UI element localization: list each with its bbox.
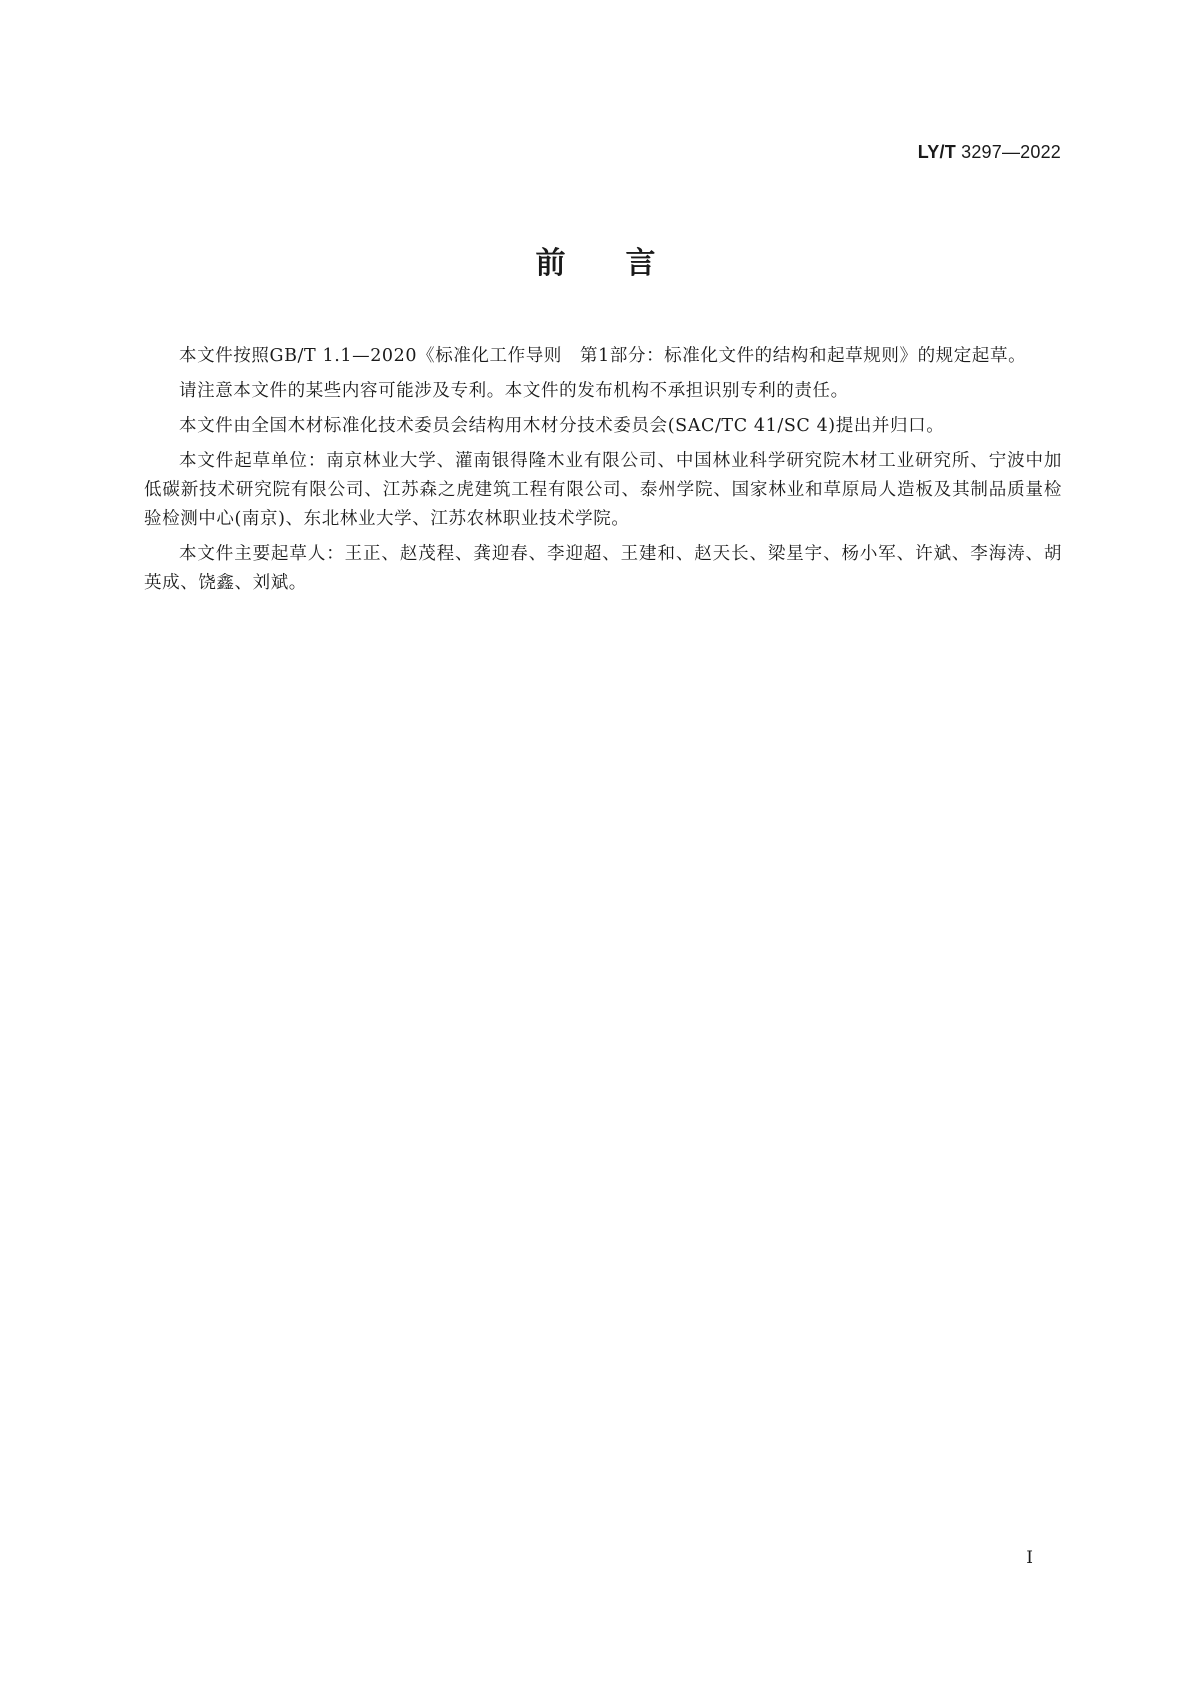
standard-code-prefix: LY/T xyxy=(917,142,956,162)
paragraph-drafters: 本文件主要起草人：王正、赵茂程、龚迎春、李迎超、王建和、赵天长、梁星宇、杨小军、许斌、李海涛、胡英成、饶鑫、刘斌。 xyxy=(144,544,1062,593)
paragraph-drafting-units: 本文件起草单位：南京林业大学、灌南银得隆木业有限公司、中国林业科学研究院木材工业研究所、宁波中加低碳新技术研究院有限公司、江苏森之虎建筑工程有限公司、泰州学院、国家林业和草原局人造板及其制品质量检验检测中心(南京)、东北林业大学、江苏农林职业技术学院。 xyxy=(144,451,1062,529)
page-number: I xyxy=(1026,1548,1033,1568)
standard-code xyxy=(918,142,1061,163)
paragraph-proposer: 本文件由全国木材标准化技术委员会结构用木材分技术委员会(SAC/TC 41/SC 4)提出并归口。 xyxy=(179,416,945,436)
paragraph-patent-notice: 请注意本文件的某些内容可能涉及专利。本文件的发布机构不承担识别专利的责任。 xyxy=(179,381,849,401)
standard-code-number: 3297—2022 xyxy=(961,142,1061,162)
page-title: 前言 xyxy=(535,246,716,281)
paragraph-drafting-basis: 本文件按照GB/T 1.1—2020《标准化工作导则 第1部分：标准化文件的结构和起草规则》的规定起草。 xyxy=(179,346,1027,366)
foreword-body xyxy=(144,342,1062,604)
